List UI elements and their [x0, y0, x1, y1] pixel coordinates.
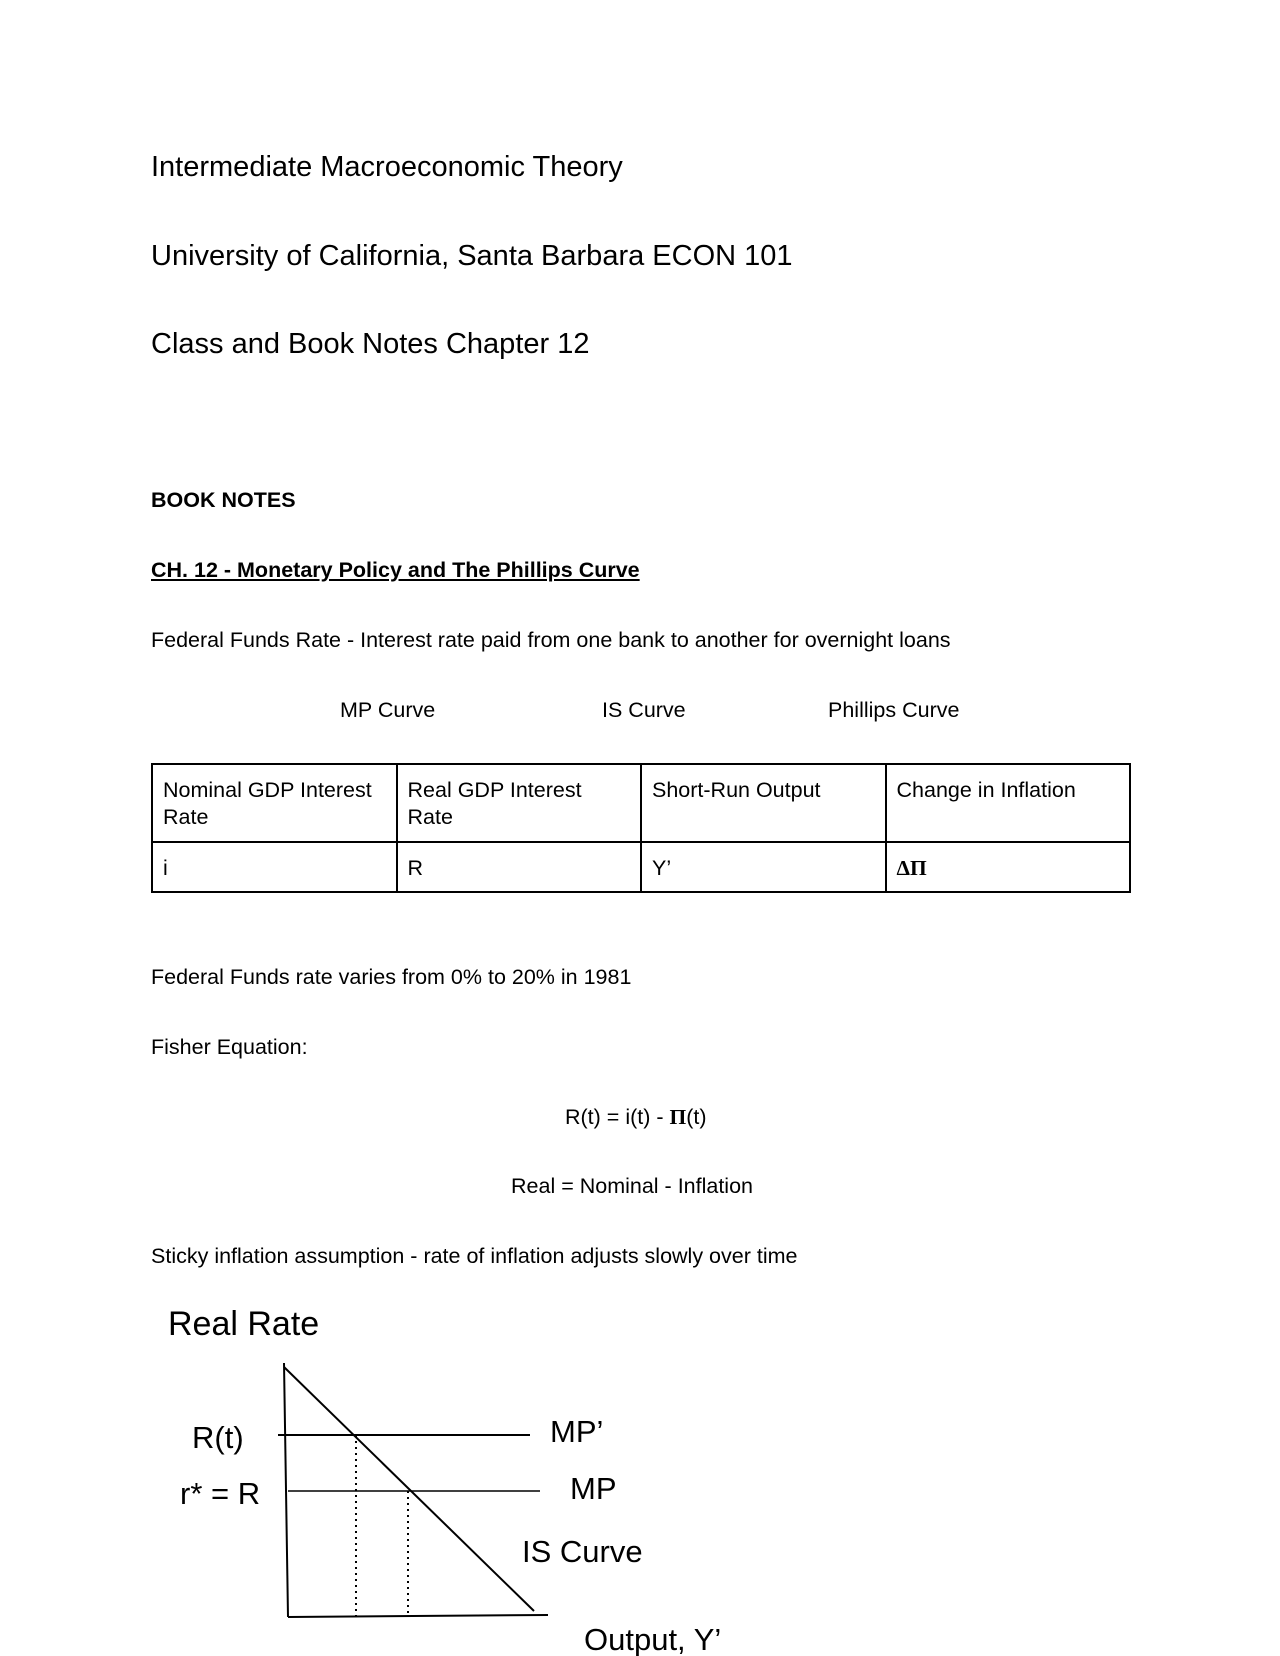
- table-cell: Change in Inflation: [886, 764, 1131, 842]
- x-axis: [288, 1615, 548, 1617]
- section-label: BOOK NOTES: [151, 488, 296, 512]
- curve-mp: MP Curve: [340, 698, 436, 722]
- rt-label: R(t): [192, 1420, 244, 1455]
- table-cell: i: [152, 842, 397, 892]
- mp-label: MP: [570, 1471, 617, 1506]
- curve-phillips: Phillips Curve: [828, 698, 960, 722]
- y-axis: [284, 1363, 288, 1617]
- table-cell: Real GDP Interest Rate: [397, 764, 642, 842]
- chapter-title: CH. 12 - Monetary Policy and The Phillips Curve: [151, 558, 640, 582]
- institution-line: University of California, Santa Barbara ECON 101: [151, 240, 793, 272]
- table-cell: Y’: [641, 842, 886, 892]
- table-row: [152, 842, 1130, 892]
- sticky-inflation-note: Sticky inflation assumption - rate of inflation adjusts slowly over time: [151, 1244, 798, 1268]
- variables-table: [151, 763, 1131, 893]
- y-axis-label: Real Rate: [168, 1305, 320, 1343]
- pi-symbol: Π: [669, 1105, 687, 1129]
- fisher-label: Fisher Equation:: [151, 1035, 308, 1059]
- table-cell: Nominal GDP Interest Rate: [152, 764, 397, 842]
- ff-range-note: Federal Funds rate varies from 0% to 20% in 1981: [151, 965, 632, 989]
- table-row: [152, 764, 1130, 842]
- table-cell: R: [397, 842, 642, 892]
- is-curve-label: IS Curve: [522, 1534, 643, 1569]
- table-cell: Short-Run Output: [641, 764, 886, 842]
- mp-prime-label: MP’: [550, 1414, 604, 1449]
- fisher-equation-rhs: (t): [686, 1105, 707, 1129]
- curve-is: IS Curve: [602, 698, 686, 722]
- rstar-label: r* = R: [180, 1476, 261, 1511]
- is-mp-diagram: [160, 1295, 780, 1656]
- table-cell: ΔΠ: [886, 842, 1131, 892]
- is-curve-line: [284, 1367, 534, 1611]
- notes-title: Class and Book Notes Chapter 12: [151, 328, 590, 360]
- fisher-equation: [565, 1105, 707, 1130]
- x-axis-label: Output, Y’: [584, 1622, 722, 1656]
- course-title: Intermediate Macroeconomic Theory: [151, 151, 623, 183]
- fisher-words: Real = Nominal - Inflation: [511, 1174, 753, 1198]
- federal-funds-definition: Federal Funds Rate - Interest rate paid from one bank to another for overnight loans: [151, 628, 951, 652]
- fisher-equation-lhs: R(t) = i(t) -: [565, 1105, 670, 1129]
